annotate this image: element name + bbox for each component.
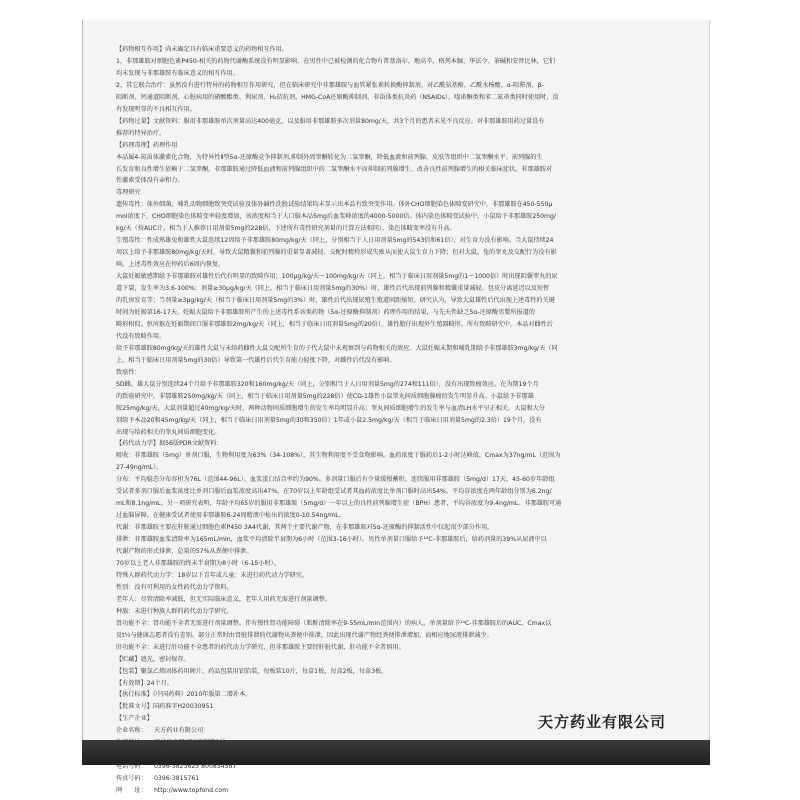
leaflet-line: 【药理毒理】药理作用 <box>116 141 178 149</box>
leaflet-line: 代谢产物的形式排泄，总量的57%从粪便中排泄。 <box>116 548 253 556</box>
leaflet-line: kg/天（按AUC计，相当于人推荐日用剂量5mg的228倍，下述所有毒性研究剂量的计算方法相同），染色体畸变率没有升高。 <box>116 225 456 233</box>
leaflet-line: 过血脑屏障。在健康受试者使用非那雄胺6-24周精液中检出的浓度0-10.54ng/mL。 <box>116 512 345 520</box>
company-address-value: 驻马店市驿城区光明路2号 <box>154 739 226 747</box>
leaflet-line: 特殊人群药代动力学：18岁以下青年或儿童：未进行药代动力学研究。 <box>116 571 309 579</box>
leaflet-line: mL和8.1ng/mL。另一项研究表明，年龄平均65岁的服用非那雄胺（5mg/d）一年以上的良性前列腺增生症（BPH）患者，平均谷浓度为9.4ng/mL。非那雄胺可通 <box>116 500 562 508</box>
leaflet-line: 的致癌研究中，非那雄胺250mg/kg/天（同上，相当于临床日用剂量5mg的228倍）使CD-1雄性小鼠睾丸间质细胞腺瘤的发生明显升高。小鼠给予非那雄 <box>116 392 534 400</box>
leaflet-line: 受试者多剂口服后血浆浓度比单剂口服后血浆浓度高出47%，在70岁以上年龄组受试者其血药浓度比单剂口服时高出54%。平均谷浓度在两年龄组分别为6.2ng/ <box>116 488 552 496</box>
leaflet-line: 致癌性： <box>116 368 141 376</box>
leaflet-line: 均未发现与非那雄胺有临床意义的相互作用。 <box>116 69 239 77</box>
leaflet-line: 出现与给药相关的睾丸间质细胞变化。 <box>116 428 221 436</box>
company-address-label: 生产地址： <box>116 739 147 747</box>
leaflet-line: 【执行标准】《中国药典》2010年版第二增补本。 <box>116 691 252 699</box>
leaflet-line: 上，相当于临床日用剂量5mg的30倍）导致第一代雄性后代生育能力轻度下降，对雌性后代没有影响。 <box>116 356 396 364</box>
leaflet-line: 【生产企业】 <box>116 715 153 723</box>
leaflet-line: 遗传毒性：体外细菌、哺乳动物细胞致突变试验及体外碱性洗脱试验结果均未显示出本品有致突变作用。体外CHO细胞染色体畸变研究中，非那雄胺在450-550μ <box>116 201 553 209</box>
manufacturer-info <box>116 725 684 797</box>
leaflet-line: 【贮藏】遮光，密封保存。 <box>116 655 190 663</box>
company-zip-value: 463000 <box>154 751 178 759</box>
leaflet-line: 【批准文号】国药准字H20030951 <box>116 703 214 711</box>
leaflet-line: 性激素受体没有亲和力。 <box>116 177 184 185</box>
leaflet-line: mol浓度下，CHO细胞染色体畸变率轻度增加，该浓度相当于人口服本品5mg后血浆峰浓度的4000-5000倍。体内染色体畸变试验中，小鼠给予非那雄胺250mg/ <box>116 213 556 221</box>
leaflet-line: 毒理研究 <box>116 189 141 197</box>
company-name-label: 企业名称： <box>116 727 147 735</box>
leaflet-line: 响。上述毒性效应在停药后6周内恢复。 <box>116 261 225 269</box>
leaflet-line: 畸形相似。恒河猴在妊娠期间口服非那雄胺2mg/kg/天（同上，相当于临床日用剂量5mg的20倍），雄性胎仔出现外生殖器畸形。所有致畸研究中，本品对雌性后 <box>116 320 553 328</box>
leaflet-line: 本品属4-氮甾体激素化合物，为特异性Ⅱ型5α-还原酶竞争抑制剂,抑制外周睾酮转化为二氢睾酮，降低血液和前列腺、皮肤等组织中二氢睾酮水平。前列腺的生 <box>116 153 543 161</box>
leaflet-line: 长发育和良性增生依赖于二氢睾酮，非那雄胺通过降低血液和前列腺组织中的二氢睾酮水平而抑制前列腺增生、改善良性前列腺增生的相关临床症状。非那雄胺对 <box>116 165 552 173</box>
leaflet-line: 老年人：尽管清除率减低，但无实际临床意义，老年人用药无需进行剂量调整。 <box>116 595 331 603</box>
leaflet-line: 阻断剂、钙通道阻断剂、心脏病用的硝酸酯类、利尿剂、H₂拮抗剂、HMG-CoA还原酶抑制剂、非甾体类抗炎药（NSAIDs）、喹诺酮类和苯二氮䓬类同时使用时，没 <box>116 93 559 101</box>
company-name-stamp: 天方药业有限公司 <box>538 713 667 731</box>
leaflet-line: 肾功能不全：肾功能不全者无需进行剂量调整。伴有慢性肾功能障碍（肌酐清除率在9-55mL/min范围内）的病人，单剂量给予¹⁴C-非那雄胺后的AUC、Cmax以 <box>116 619 552 627</box>
leaflet-line: 时间为妊娠第16-17天。妊娠大鼠给予非那雄胺所产生的上述毒性系该类药物（5α-还原酶抑制剂）药理作用的结果，与先天性缺乏5α-还原酶男婴所报道的 <box>116 308 535 316</box>
leaflet-line: 给予非那雄胺80mg/kg/天的雄性大鼠与未给药雌性大鼠交配所生育的子代大鼠中未观察到与药物相关的效应。大鼠妊娠末期和哺乳期给予非那雄胺3mg/kg/天（同 <box>116 344 558 352</box>
leaflet-line: SD雌、雄大鼠分别连续24个月给予非那雄胺320和160mg/kg/天（同上，分别相当于人日用剂量5mg的274和111倍），没有出现致瘤效应。在为期19个月 <box>116 380 539 388</box>
leaflet-line: 1、非那雄胺对细胞色素P450-相关的药物代谢酶系统没有明显影响。在男性中已被检测的化合物有普萘洛尔、地高辛、格列本脲、华法令、茶碱和安替比林，它们 <box>116 57 556 65</box>
company-phone-row <box>116 761 684 773</box>
leaflet-line: 种族：未进行种族人群的药代动力学研究。 <box>116 607 233 615</box>
leaflet-line: 【药物相互作用】尚未确定具有临床重要意义的药物相互作用。 <box>116 46 288 53</box>
leaflet-line: 代谢：非那雄胺主要在肝脏通过细胞色素P450 3A4代谢，其两个主要代谢产物，在非那雄胺对5α-还原酶的抑制活性中仅起很少部分作用。 <box>116 524 494 532</box>
company-zip-row <box>116 749 684 761</box>
leaflet-line: 生殖毒性：性成熟雄兔和雄性大鼠连续12周给予非那雄胺80mg/kg/天（同上，分别相当于人日用剂量5mg的543倍和61倍），对生育力没有影响。当大鼠持续24 <box>116 237 554 245</box>
company-phone-label: 电话号码： <box>116 763 147 771</box>
company-web-value: http://www.topfond.com <box>154 787 229 795</box>
leaflet-content <box>116 44 684 797</box>
leaflet-line: 肝功能不全：未进行肝功能不全患者的药代动力学研究，但非那雄胺主要经肝脏代谢，肝功能不全者慎用。 <box>116 643 405 651</box>
leaflet-line: 大鼠妊娠敏感期给予非那雄胺对雄性后代有明显的致畸作用，100μg/kg/天～100mg/kg/天（同上，相当于临床日用剂量5mg的1～1000倍）时出现阴囊睾丸的尿 <box>116 273 558 281</box>
company-zip-label: 邮政编码： <box>116 751 147 759</box>
leaflet-line: 性别：没有可利用的女性药代动力学资料。 <box>116 583 233 591</box>
leaflet-line: 27-49ng/mL）。 <box>116 464 163 472</box>
company-fax-row <box>116 773 684 785</box>
leaflet-line: 代没有致畸作用。 <box>116 332 166 340</box>
leaflet-line: 的乳房发育等；当剂量≥3μg/kg/天（相当于临床日用剂量5mg的3%）时，雄性后代出现尿殖生殖道间距缩短。研究认为，导致大鼠雄性后代出现上述毒性的关键 <box>116 297 555 305</box>
leaflet-line: 70岁以上老人非那雄胺的终末半衰期为8小时（6-15小时）。 <box>116 559 280 567</box>
leaflet-line: 别给予本品20和45mg/kg/天（同上，相当于临床日用剂量5mg的30和350倍）1年或小鼠2.5mg/kg/天（相当于临床日用剂量5mg的2.3倍）19个月，没有 <box>116 416 542 424</box>
company-fax-label: 传真号码： <box>116 775 147 783</box>
company-web-row <box>116 785 684 797</box>
leaflet-line: 道下裂，发生率为3.6-100%；剂量≥30μg/kg/天（同上，相当于临床日用剂量5mg的30%）时，雄性后代出现前列腺和精囊重量减轻、包皮分离延迟以及短暂 <box>116 285 550 293</box>
leaflet-line: 【有效期】24个月。 <box>116 679 173 687</box>
leaflet-line: 【药代动力学】据56版PDR文献资料： <box>116 440 223 448</box>
company-address-row <box>116 737 684 749</box>
leaflet-line: 【包装】聚氯乙烯固体药用硬片、药品包装用铝箔装，每板装10片，每盒1板，每盒2板，每盒3板。 <box>116 667 388 675</box>
company-name-value: 天方药业有限公司 <box>154 727 204 735</box>
leaflet-line: 及t½与健康志愿者没有差别。部分正常时由肾脏排泄的代谢物从粪便中排泄，因此出现代谢产物经粪便排泄增加，而相应地尿液排泄减少。 <box>116 631 493 639</box>
leaflet-line: 【药物过量】文献资料：服用非那雄胺单次剂量高达400毫克，以及服用非那雄胺多次剂量80mg/天，共3个月的患者未见不良反应。对非那雄胺用药过量没有 <box>116 117 545 125</box>
company-web-label: 网 址： <box>116 787 147 795</box>
leaflet-line: 2、其它联合治疗：虽然没有进行特异的药物相互作用研究，但在临床研究中非那雄胺与血管紧张素转换酶抑制剂、对乙酰氨基酚、乙酰水杨酸、α-阻滞剂、β- <box>116 81 544 89</box>
leaflet-line: 吸收：非那雄胺（5mg）单剂口服，生物利用度为63%（34-108%），其生物利用度不受食物影响。血药浓度于服药后1-2小时达峰值，Cmax为37ng/mL（范围为 <box>116 452 561 460</box>
leaflet-line: 推荐的特异治疗。 <box>116 129 166 137</box>
leaflet-line: 排泄：非那雄胺血浆清除率为165mL/min，血浆平均清除半衰期为6小时（范围3-16小时）。男性单剂量口服给予¹⁴C-非那雄胺后，给药剂量的39%从尿液中以 <box>116 536 547 544</box>
leaflet-line: 有发现明显的不良相互作用。 <box>116 105 196 113</box>
company-phone-value: 0396-3823623 800834567 <box>154 763 237 771</box>
leaflet-line: 分布：平均稳态分布容积为76L（范围44-96L）。血浆蛋白结合率约为90%。多剂量口服后有少量缓慢蓄积。连续服用非那雄胺（5mg/d）17天，45-60岁年龄组 <box>116 476 555 484</box>
leaflet-line: 胺25mg/kg/天，大鼠剂量超过40mg/kg/天时，两种动物间质细胞增生的发生率均明显升高；睾丸间质细胞增生的发生率与血清LH水平呈正相关。大鼠和大分 <box>116 404 545 412</box>
company-fax-value: 0396-3815761 <box>154 775 200 783</box>
leaflet-line: 周以上给予非那雄胺80mg/kg/天时，导致大鼠精囊和前列腺的重量显著减轻，交配时精栓形成失败从而使大鼠生育力下降；但对大鼠、兔的睾丸及交配行为没有影 <box>116 249 557 257</box>
